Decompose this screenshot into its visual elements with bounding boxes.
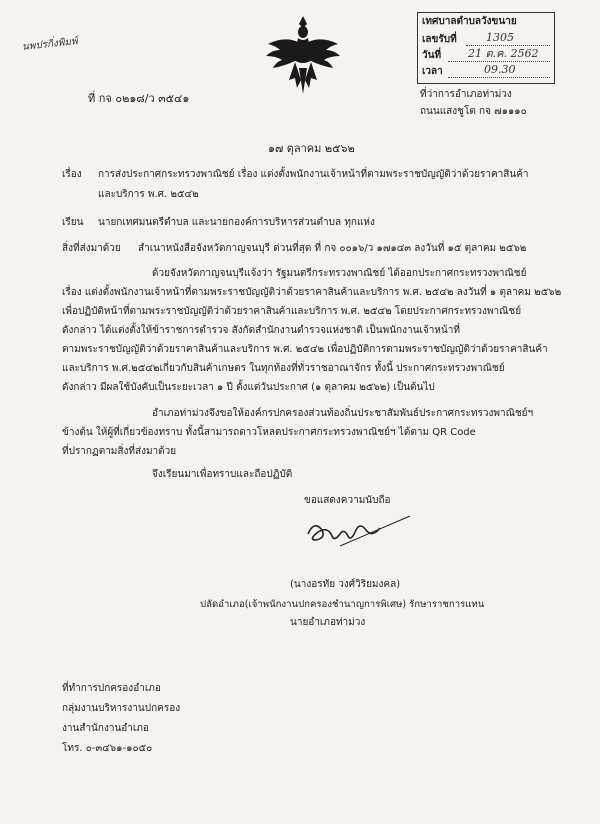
footer-line-4: โทร. ๐-๓๔๖๑-๑๐๕๐ bbox=[62, 743, 153, 754]
body-paragraph-1 bbox=[62, 264, 562, 397]
body-line: ที่ปรากฏตามสิ่งที่ส่งมาด้วย bbox=[62, 446, 177, 457]
signer-position-1: ปลัดอำเภอ(เจ้าพนักงานปกครองชำนาญการพิเศษ) รักษาราชการแทน bbox=[200, 599, 485, 610]
stamp-receipt-no: 1305 bbox=[486, 31, 514, 44]
subject-line-1: การส่งประกาศกระทรวงพาณิชย์ เรื่อง แต่งตั้งพนักงานเจ้าหน้าที่ตามพระราชบัญญัติว่าด้วยราคาสินค้า bbox=[98, 169, 529, 180]
body-line: ดังกล่าว ได้แต่งตั้งให้ข้าราชการตำรวจ สังกัดสำนักงานตำรวจแห่งชาติ เป็นพนักงานเจ้าหน้าที่ bbox=[62, 325, 460, 336]
closing: ขอแสดงความนับถือ bbox=[304, 495, 391, 506]
body-line: ดังกล่าว มีผลใช้บังคับเป็นระยะเวลา ๑ ปี ตั้งแต่วันประกาศ (๑ ตุลาคม ๒๕๖๒) เป็นต้นไป bbox=[62, 382, 435, 393]
body-line: และบริการ พ.ศ.๒๕๔๒เกี่ยวกับสินค้าเกษตร ในทุกท้องที่ทั่วราชอาณาจักร ทั้งนี้ ประกาศกระทรวงพาณิชย์ bbox=[62, 363, 505, 374]
sender-line-2: ถนนแสงชูโต กจ ๗๑๑๑๐ bbox=[420, 106, 527, 117]
footer-line-3: งานสำนักงานอำเภอ bbox=[62, 723, 149, 734]
signer-name: (นางอรทัย วงศ์วิริยมงคล) bbox=[290, 579, 401, 590]
body-line: เรื่อง แต่งตั้งพนักงานเจ้าหน้าที่ตามพระราชบัญญัติว่าด้วยราคาสินค้าและบริการ พ.ศ. ๒๕๔๒ ลงวันที่ ๑ ตุลาคม ๒๕๖๒ bbox=[62, 287, 562, 298]
attachment-text: สำเนาหนังสือจังหวัดกาญจนบุรี ด่วนที่สุด ที่ กจ ๐๐๑๖/ว ๑๗๑๔๓ ลงวันที่ ๑๕ ตุลาคม ๒๕๖๒ bbox=[138, 243, 527, 254]
attachment-label: สิ่งที่ส่งมาด้วย bbox=[62, 243, 121, 254]
document-number: ที่ กจ ๐๒๑๘/ว ๓๕๔๑ bbox=[88, 92, 190, 105]
stamp-receipt-label: เลขรับที่ bbox=[422, 34, 457, 45]
body-line: ตามพระราชบัญญัติว่าด้วยราคาสินค้าและบริการ พ.ศ. ๒๕๔๒ เพื่อปฏิบัติการตามพระราชบัญญัติว่าด้วยราคาสินค้า bbox=[62, 344, 548, 355]
footer-line-2: กลุ่มงานบริหารงานปกครอง bbox=[62, 703, 181, 714]
receipt-stamp bbox=[417, 12, 555, 84]
subject-label: เรื่อง bbox=[62, 169, 82, 180]
body-line: อำเภอท่าม่วงจึงขอให้องค์กรปกครองส่วนท้องถิ่นประชาสัมพันธ์ประกาศกระทรวงพาณิชย์ฯ bbox=[152, 408, 534, 419]
footer-line-1: ที่ทำการปกครองอำเภอ bbox=[62, 683, 161, 694]
body-line: ข้างต้น ให้ผู้ที่เกี่ยวข้องทราบ ทั้งนี้สามารถดาวโหลดประกาศกระทรวงพาณิชย์ฯ ได้ตาม QR Code bbox=[62, 427, 476, 438]
to-label: เรียน bbox=[62, 217, 84, 228]
signature-icon bbox=[300, 510, 420, 550]
signer-position-2: นายอำเภอท่าม่วง bbox=[290, 617, 366, 628]
to-text: นายกเทศมนตรีตำบล และนายกองค์การบริหารส่วนตำบล ทุกแห่ง bbox=[98, 217, 375, 228]
garuda-emblem-icon bbox=[262, 12, 344, 98]
stamp-date-value: 21 ต.ค. 2562 bbox=[468, 47, 539, 60]
subject-line-2: และบริการ พ.ศ. ๒๕๔๒ bbox=[98, 189, 199, 200]
document-date: ๑๗ ตุลาคม ๒๕๖๒ bbox=[268, 142, 355, 155]
body-line: ด้วยจังหวัดกาญจนบุรีแจ้งว่า รัฐมนตรีกระทรวงพาณิชย์ ได้ออกประกาศกระทรวงพาณิชย์ bbox=[152, 268, 527, 279]
body-paragraph-3: จึงเรียนมาเพื่อทราบและถือปฏิบัติ bbox=[152, 469, 293, 480]
body-line: เพื่อปฏิบัติหน้าที่ตามพระราชบัญญัติว่าด้วยราคาสินค้าและบริการ พ.ศ. ๒๕๔๒ โดยประกาศกระทรวงพาณิชย์ bbox=[62, 306, 522, 317]
body-paragraph-2 bbox=[62, 404, 546, 461]
stamp-org: เทศบาลตำบลวังขนาย bbox=[422, 16, 517, 27]
sender-line-1: ที่ว่าการอำเภอท่าม่วง bbox=[420, 89, 512, 100]
stamp-date-label: วันที่ bbox=[422, 50, 442, 61]
stamp-time-value: 09.30 bbox=[484, 63, 516, 76]
handwritten-note: นพปรกิ่งพิมพ์ bbox=[21, 36, 79, 53]
stamp-time-label: เวลา bbox=[422, 66, 443, 77]
